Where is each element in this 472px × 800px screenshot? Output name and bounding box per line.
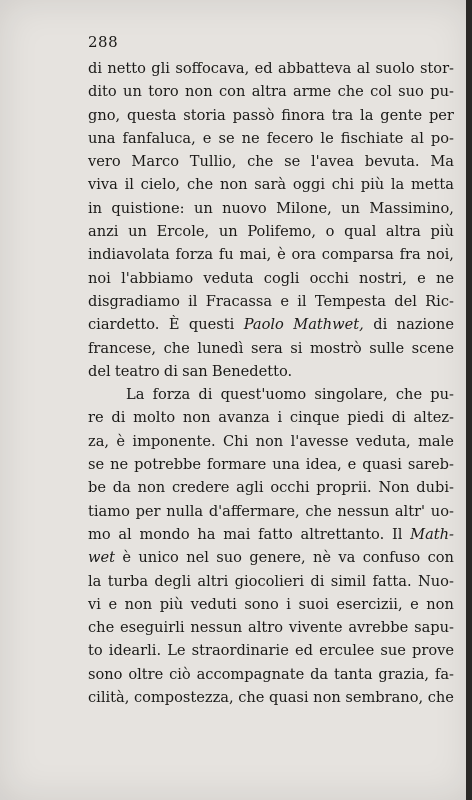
text-line: viva il cielo, che non sarà oggi chi più la metta <box>88 176 454 194</box>
text-line: re di molto non avanza i cinque piedi di altez- <box>88 409 454 427</box>
text-line: tiamo per nulla d'affermare, che nessun altr' uo- <box>88 502 454 520</box>
text-line: francese, che lunedì sera si mostrò sulle scene <box>88 339 454 357</box>
text-line: anzi un Ercole, un Polifemo, o qual altra più <box>88 223 454 241</box>
text-line: vi e non più veduti sono i suoi esercizii, e non <box>88 595 454 613</box>
text-line: noi l'abbiamo veduta cogli occhi nostri, e ne <box>88 269 454 287</box>
text-line: to idearli. Le straordinarie ed erculee sue prove <box>88 642 454 660</box>
text-line: be da non credere agli occhi proprii. Non dubi- <box>88 479 454 497</box>
body-text <box>88 57 454 709</box>
text-line: wet è unico nel suo genere, nè va confuso con <box>88 549 454 567</box>
text-line: del teatro di san Benedetto. <box>88 362 293 380</box>
text-line: mo al mondo ha mai fatto altrettanto. Il Math- <box>88 525 454 543</box>
text-line: gno, questa storia passò finora tra la gente per <box>88 106 454 124</box>
text-line: ciardetto. È questi Paolo Mathwet, di nazione <box>88 316 454 334</box>
text-line: La forza di quest'uomo singolare, che pu- <box>126 386 454 404</box>
page-edge-shadow <box>466 0 472 800</box>
text-line: cilità, compostezza, che quasi non sembrano, che <box>88 689 454 707</box>
page-number: 288 <box>88 33 119 51</box>
text-line: la turba degli altri giocolieri di simil fatta. Nuo- <box>88 572 454 590</box>
text-line: vero Marco Tullio, che se l'avea bevuta. Ma <box>88 153 454 171</box>
text-line: se ne potrebbe formare una idea, e quasi sareb- <box>88 456 454 474</box>
text-line: za, è imponente. Chi non l'avesse veduta, male <box>88 432 454 450</box>
text-line: in quistione: un nuovo Milone, un Massimino, <box>88 199 454 217</box>
text-line: indiavolata forza fu mai, è ora comparsa fra noi, <box>88 246 454 264</box>
text-line: sono oltre ciò accompagnate da tanta grazia, fa- <box>88 665 454 683</box>
text-line: dito un toro non con altra arme che col suo pu- <box>88 83 454 101</box>
text-line: una fanfaluca, e se ne fecero le fischiate al po- <box>88 129 454 147</box>
text-line: di netto gli soffocava, ed abbatteva al suolo stor- <box>88 60 454 77</box>
text-line: disgradiamo il Fracassa e il Tempesta del Ric- <box>88 292 454 310</box>
text-line: che eseguirli nessun altro vivente avrebbe sapu- <box>88 619 454 637</box>
